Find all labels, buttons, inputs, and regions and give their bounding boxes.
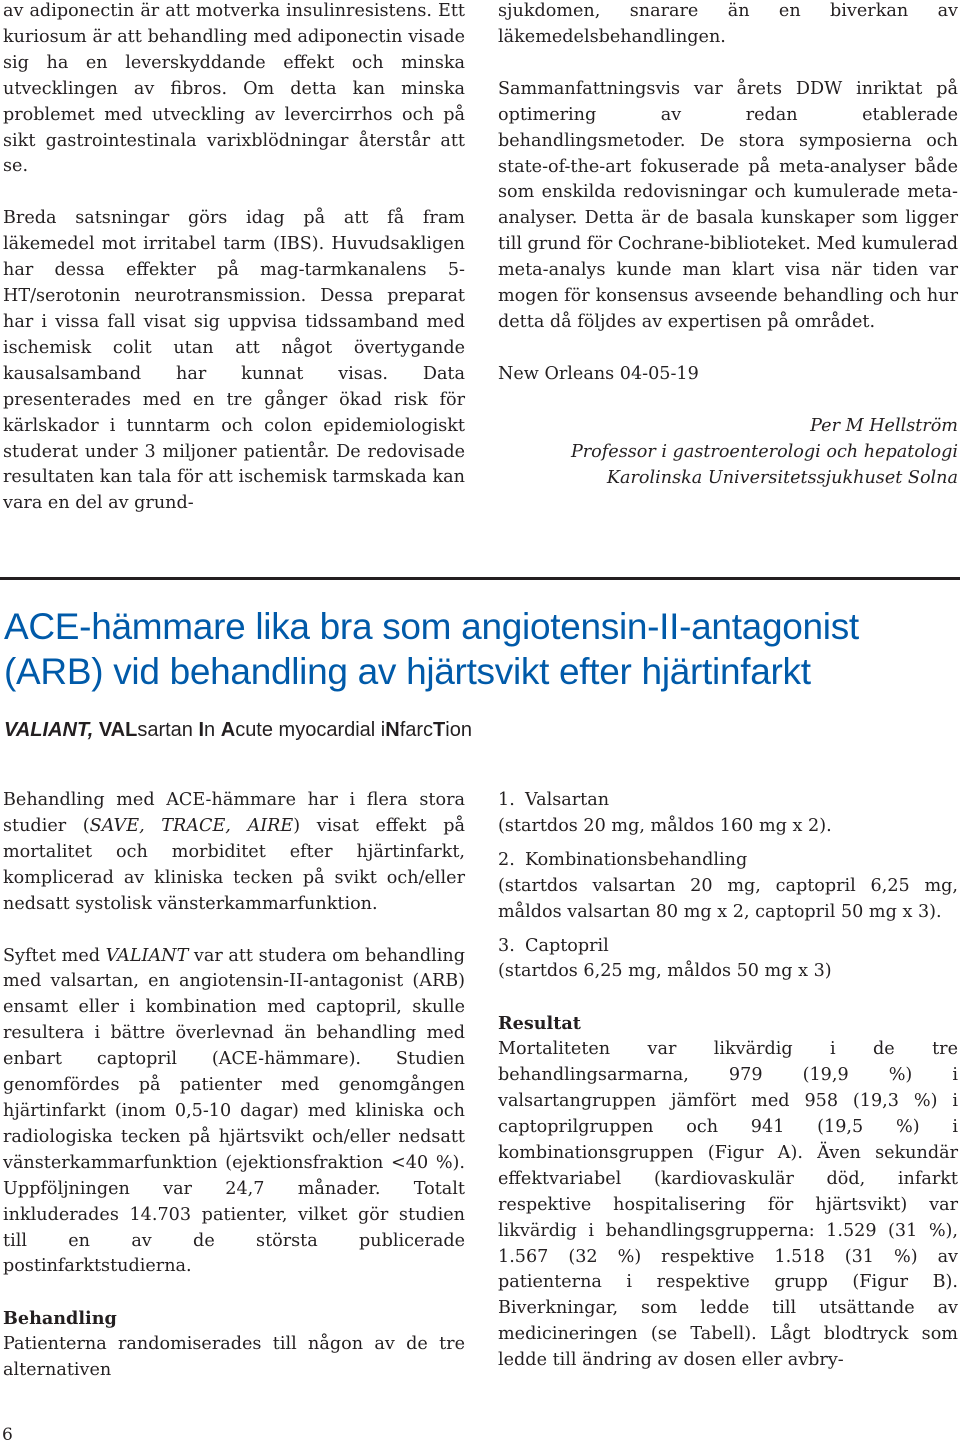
continued-text-left-column [3, 0, 465, 517]
section-heading-resultat: Resultat [498, 1013, 581, 1035]
paragraph: sjukdomen, snarare än en biverkan av läkemedelsbehandlingen. [498, 1, 958, 47]
author-institution: Karolinska Universitetssjukhuset Solna [606, 467, 958, 488]
list-label: Kombinationsbehandling [525, 849, 748, 870]
author-title: Professor i gastroenterologi och hepatologi [570, 441, 958, 462]
page-number: 6 [2, 1425, 13, 1445]
study-names: SAVE, TRACE, AIRE [89, 815, 294, 836]
section-heading-behandling: Behandling [3, 1308, 117, 1330]
treatment-list [498, 788, 958, 985]
paragraph: Mortaliteten var likvärdig i de tre behandlingsarmarna, 979 (19,9 %) i valsartangruppen jämfört med 958 (19,3 %) i captoprilgruppen och 941 (19,5 %) i kombinationsgruppen (Figur A). Även sekundär effektvariabel (kardiovaskulär död, infarkt respektive hospitalisering för hjärtsvikt) var likvärdig i behandlingsgrupperna: 1.529 (31 %), 1.567 (32 %) respektive 1.518 (31 %) av patienterna i respektive grupp (Figur B). Biverkningar, som ledde till utsättande av medicineringen (se Tabell). Lågt blodtryck som ledde till ändring av dosen eller avbry- [498, 1039, 958, 1371]
list-detail: (startdos 20 mg, måldos 160 mg x 2). [498, 815, 832, 836]
article-right-column [498, 788, 958, 1374]
list-detail: (startdos 6,25 mg, måldos 50 mg x 3) [498, 961, 832, 982]
paragraph: Sammanfattningsvis var årets DDW inriktat på optimering av redan etablerade behandlingsmetoder. De stora symposierna och state-of-the-art fokuserade på meta-analyser både som enskilda redovisningar och kumulerade meta-analyser. Detta är de basala kunskaper som ligger till grund för Cochrane-biblioteket. Med kumulerad meta-analys kunde man klart visa när tiden var mogen för konsensus avseende behandling och hur detta då följdes av expertisen på området. [498, 78, 958, 332]
article-subtitle [4, 716, 472, 744]
list-number: 3. [498, 935, 515, 956]
paragraph [3, 944, 465, 1281]
text-run: var att studera om behandling med valsartan, en angiotensin-II-antagonist (ARB) ensamt eller i kombination med captopril, skulle resultera i bättre överlevnad än behandling med enbart captopril (ACE-hämmare). Studien genomfördes på patienter med genomgången hjärtinfarkt (inom 0,5-10 dagar) med kliniska och radiologiska tecken på hjärtsvikt och/eller nedsatt vänsterkammarfunktion (ejektionsfraktion <40 %). Uppföljningen var 24,7 månader. Totalt inkluderades 14.703 patienter, vilket gör studien till en av de största publicerade postinfarktstudierna. [3, 945, 465, 1277]
list-item [498, 788, 958, 814]
continued-text-right-column [498, 0, 958, 492]
list-label: Captopril [525, 935, 609, 956]
article-left-column [3, 788, 465, 1384]
list-number: 1. [498, 790, 515, 810]
paragraph: Patienterna randomiserades till någon av de tre alternativen [3, 1334, 465, 1381]
list-item [498, 934, 958, 960]
text-run: Behandling med ACE-hämmare har i flera stora studier ( [3, 790, 465, 836]
text-run: Syftet med [3, 945, 106, 966]
list-item [498, 848, 958, 874]
study-name: VALIANT [105, 945, 189, 966]
subtitle-part: sartan [137, 719, 199, 741]
article-title: ACE-hämmare lika bra som angiotensin-II-antagonist (ARB) vid behandling av hjärtsvikt efter hjärtinfarkt [4, 606, 859, 692]
subtitle-acronym: VALIANT, [4, 719, 94, 741]
text-run: ) visat effekt på mortalitet och morbiditet efter hjärtinfarkt, komplicerad av kliniska tecken på svikt och/eller nedsatt systolisk vänsterkammarfunktion. [3, 815, 465, 914]
section-divider [0, 577, 960, 580]
subtitle-part: VAL [98, 719, 138, 741]
dateline: New Orleans 04-05-19 [498, 363, 699, 384]
subtitle-part: ion [445, 719, 472, 741]
author-name: Per M Hellström [810, 415, 958, 436]
subtitle-part: farc [399, 719, 434, 741]
subtitle-part: I [198, 719, 205, 741]
subtitle-part: cute myocardial i [235, 719, 386, 741]
subtitle-part: N [385, 719, 400, 741]
list-label: Valsartan [525, 790, 610, 810]
subtitle-part: A [220, 719, 236, 741]
subtitle-part: T [433, 719, 446, 741]
paragraph: av adiponectin är att motverka insulinresistens. Ett kuriosum är att behandling med adiponectin visade sig ha en leverskyddande effekt och minska utvecklingen av fibros. Om detta kan minska problemet med utveckling av levercirrhos och på sikt gastrointestinala varixblödningar återstår att se. [3, 1, 465, 177]
list-number: 2. [498, 849, 515, 870]
paragraph [3, 788, 465, 918]
list-detail: (startdos valsartan 20 mg, captopril 6,25 mg, måldos valsartan 80 mg x 2, captopril 50 mg x 3). [498, 875, 958, 922]
paragraph: Breda satsningar görs idag på att få fram läkemedel mot irritabel tarm (IBS). Huvudsakligen har dessa effekter på mag-tarmkanalens 5-HT/serotonin neurotransmission. Dessa preparat har i vissa fall visat sig uppvisa tidssamband med ischemisk colit utan att något övertygande kausalsamband har kunnat visas. Data presenterades med en tre gånger ökad risk för kärlskador i tunntarm och colon epidemiologiskt studerat under 3 miljoner patientår. De redovisade resultaten kan tala för att ischemisk tarmskada kan vara en del av grund- [3, 208, 465, 514]
subtitle-part: n [204, 719, 221, 741]
